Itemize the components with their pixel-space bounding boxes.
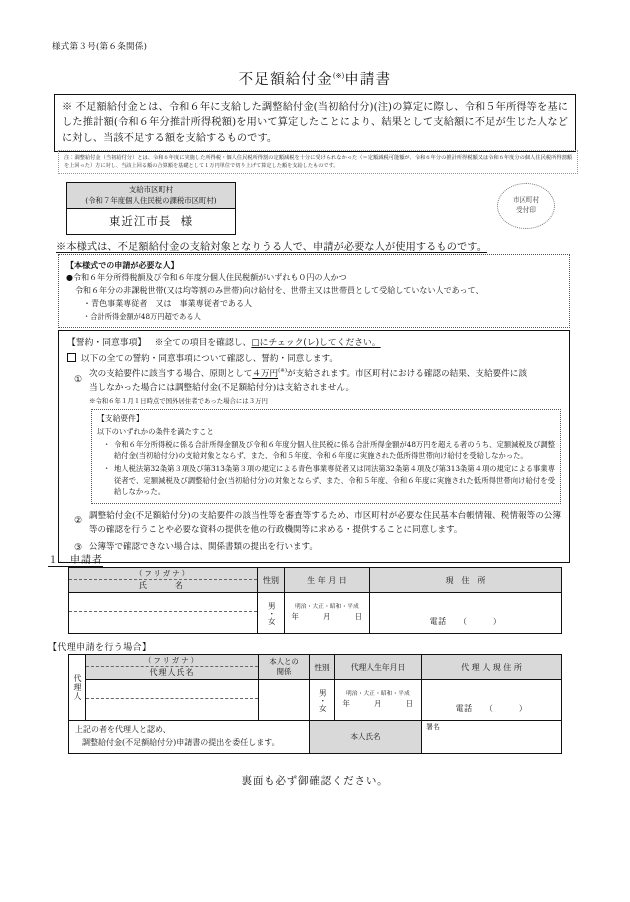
- eligibility-box: [58, 254, 570, 328]
- pledge-item-2: [67, 510, 561, 537]
- addressee-mayor-line: [67, 209, 235, 234]
- signature-cell[interactable]: [422, 721, 562, 754]
- requirements-box: [91, 409, 561, 504]
- applicant-tel-paren: （ ）: [458, 617, 502, 626]
- delegation-line2: 調整給付金(不足額給付分)申請書の提出を委任します。: [82, 737, 280, 747]
- applicant-ymd-labels: 年 月 日: [291, 611, 363, 621]
- proxy-birthdate-input[interactable]: [335, 680, 422, 721]
- requirements-heading: 【支給要件】: [97, 414, 144, 424]
- pledge-item-3-text: 公簿等で確認できない場合は、関係書類の提出を行います。: [89, 542, 318, 553]
- proxy-name-input-cell[interactable]: [86, 680, 259, 721]
- proxy-gender-input[interactable]: [310, 680, 335, 721]
- proxy-address-input[interactable]: [422, 680, 562, 721]
- pledge-item-1-lead-a: 次の支給要件に該当する場合、原則として: [89, 369, 253, 380]
- applicant-address-line[interactable]: [370, 599, 561, 616]
- addressee-header-line1: 支給市区町村: [128, 185, 174, 194]
- applicant-birthdate-header: 生 年 月 日: [285, 568, 370, 593]
- requirements-list: [97, 439, 555, 498]
- proxy-birthdate-header: 代理人生年月日: [335, 655, 422, 680]
- requirements-subheading: 以下のいずれかの条件を満たすこと: [97, 426, 214, 436]
- applicant-table: [68, 567, 562, 634]
- applicant-name-input-cell[interactable]: [69, 593, 258, 634]
- applicant-name-header-cell: [69, 568, 258, 593]
- pledge-consent-row[interactable]: [67, 353, 561, 367]
- pledge-item-1: [67, 367, 561, 505]
- applicant-tel-line[interactable]: [370, 616, 561, 627]
- eligibility-subline: 令和６年分の非課税世帯(又は均等割のみ世帯)向け給付を、世帯主又は世帯員として受給していない人であって、: [75, 285, 484, 295]
- seal-line1: 市区町村: [512, 196, 540, 205]
- addressee-mayor: 東近江市長: [108, 214, 172, 229]
- table-row: [69, 680, 562, 721]
- proxy-furigana-input[interactable]: [86, 681, 258, 699]
- proxy-table: [68, 654, 562, 754]
- pledge-heading-note: ※全ての項目を確認し、: [154, 338, 252, 348]
- notice-footnote: 注：調整給付金（当初給付分）とは、令和６年度に実施した所得税・個人住民税所得割の定額減税を十分に受けられなかった（＝定額減税可能額が、令和６年分の推計所得税額又は令和６年度分の個人住民税所得割額を上回った）方に対し、当該上回る額の合算額を基礎として１万円単位で切り上げて算定した額を支給したものです。: [58, 150, 578, 174]
- applicant-era-options: 明治・大正・昭和・平成: [295, 604, 359, 611]
- applicant-tel-label: 電話: [429, 617, 447, 626]
- pledge-amount-marker: (※): [278, 368, 287, 375]
- eligibility-item-2: ・合計所得金額が48万円超である人: [83, 311, 201, 321]
- proxy-ymd-labels: 年 月 日: [342, 698, 414, 708]
- applicant-address-input[interactable]: [370, 593, 562, 634]
- proxy-tel-line[interactable]: [422, 703, 561, 714]
- table-row: [69, 593, 562, 634]
- proxy-side-label-text: 代理人: [73, 674, 82, 701]
- seal-line2: 受付印: [516, 206, 536, 214]
- proxy-relation-header-l1: 本人との: [269, 657, 299, 667]
- proxy-relation-input[interactable]: [259, 680, 310, 721]
- proxy-name-label: 代理人氏名: [149, 668, 195, 677]
- form-number: 様式第３号(第６条関係): [52, 42, 148, 52]
- pledge-item-2-number: ②: [73, 515, 83, 526]
- consent-label: 以下の全ての誓約・同意事項について確認し、誓約・同意します。: [81, 354, 338, 365]
- proxy-address-line[interactable]: [422, 686, 561, 703]
- self-name-label: 本人氏名: [310, 721, 422, 754]
- proxy-gender-header: 性別: [310, 655, 335, 680]
- pledge-item-1-note: ※令和６年１月１日時点で国外居住者であった場合には３万円: [89, 396, 268, 405]
- table-row: [69, 655, 562, 680]
- consent-checkbox[interactable]: [67, 353, 76, 362]
- eligibility-bullet-main: ●令和６年分所得税額及び令和６年度分個人住民税額がいずれも０円の人かつ: [66, 272, 347, 282]
- pledge-item-2-text: 調整給付金(不足額給付分)の支給要件の該当性等を審査等するため、市区町村が必要な住民基本台帳情報、税情報等の公簿等の確認を行うことや必要な資料の提供を他の行政機関等に求める・提供することに同意します。: [89, 510, 561, 535]
- proxy-furigana-label: （フリガナ）: [86, 655, 258, 667]
- footer-note: 裏面も必ず御確認ください。: [241, 775, 389, 787]
- page-title-tail: 申請書: [344, 72, 392, 88]
- addressee-header-line2: (令和７年度個人住民税の課税市区町村): [85, 195, 217, 205]
- proxy-era-options: 明治・大正・昭和・平成: [346, 691, 410, 698]
- proxy-tel-paren: （ ）: [484, 704, 528, 713]
- page-title: [0, 68, 630, 89]
- reception-seal-circle: [497, 183, 555, 229]
- pledge-item-3: [67, 541, 561, 556]
- pledge-heading-text: 【誓約・同意事項】: [67, 338, 147, 348]
- proxy-name-input[interactable]: [86, 699, 258, 720]
- proxy-gender-options: 男・女: [318, 688, 328, 712]
- pledge-item-1-content: [89, 367, 561, 505]
- page-title-main: 不足額給付金: [238, 72, 333, 88]
- applicant-name-input[interactable]: [69, 612, 257, 633]
- applicant-gender-header: 性別: [258, 568, 285, 593]
- proxy-relation-header-l2: 関係: [276, 667, 292, 676]
- proxy-name-header-cell: [86, 655, 259, 680]
- addressee-header: [67, 183, 235, 209]
- applicant-section-title: １．申請者: [48, 555, 103, 566]
- pledge-amount: ４万円: [252, 369, 279, 380]
- proxy-section-title: 【代理申請を行う場合】: [48, 643, 152, 653]
- applicant-address-header: 現 住 所: [370, 568, 562, 593]
- delegation-statement: [69, 721, 310, 754]
- pledge-heading: [67, 336, 561, 350]
- pledge-box: [58, 330, 570, 563]
- proxy-tel-label: 電話: [455, 704, 473, 713]
- proxy-side-label: [69, 655, 86, 721]
- table-row: [69, 568, 562, 593]
- applicant-gender-input[interactable]: [258, 593, 285, 634]
- requirement-item: ・ 令和６年分所得税に係る合計所得金額及び令和６年度分個人住民税に係る合計所得金額が48万円を超える者のうち、定額減税及び調整給付金(当初給付分)の支給対象とならず、また、令和５年度、令和６年度に実施された低所得世帯向け給付を受給しなかった。: [108, 439, 555, 462]
- eligibility-item-1: ・青色事業専従者 又は 事業専従者である人: [83, 298, 253, 308]
- pledge-item-1-lead: [89, 367, 561, 382]
- applicant-gender-options: 男・女: [267, 601, 277, 625]
- pledge-item-1-number: ①: [73, 375, 83, 386]
- page-title-marker: (※): [332, 72, 345, 81]
- delegation-line1: 上記の者を代理人と認め、: [75, 725, 171, 734]
- pledge-item-3-number: ③: [73, 543, 83, 554]
- requirement-item: ・ 地人税法第32条第３項及び第313条第３項の規定による青色事業専従者又は同法第32条第４項及び第313条第４項の規定による事業専従者で、定額減税及び調整給付金(当初給付分)の対象とならず、また、令和５年度、令和６年度に実施された低所得世帯向け給付を受給しなかった。: [108, 463, 555, 498]
- lead-text: ※本様式は、不足額給付金の支給対象となりうる人で、申請が必要な人が使用するものです。: [56, 242, 488, 253]
- pledge-heading-note-underlined: □にチェック(レ)してください。: [251, 338, 381, 348]
- proxy-relation-header: [259, 655, 310, 680]
- applicant-furigana-label: （フリガナ）: [69, 568, 257, 580]
- pledge-item-1-cont: 当しなかった場合には調整給付金(不足額給付分)は支給されません。: [89, 382, 355, 393]
- notice-box: ※ 不足額給付金とは、令和６年に支給した調整給付金(当初給付分)(注)の算定に際し、令和５年所得等を基にした推計額(令和６年分推計所得税額)を用いて算定したことにより、結果として支給額に不足が生じた人などに対し、当該不足する額を支給するものです。: [54, 94, 576, 152]
- eligibility-heading: 【本様式での申請が必要な人】: [66, 260, 179, 270]
- applicant-name-label: 氏 名: [139, 581, 187, 590]
- pledge-item-1-lead-b: が支給されます。市区町村における確認の結果、支給要件に該: [287, 369, 527, 380]
- applicant-furigana-input[interactable]: [69, 594, 257, 612]
- addressee-box: [66, 182, 236, 235]
- table-row: [69, 721, 562, 754]
- applicant-birthdate-input[interactable]: [285, 593, 370, 634]
- addressee-honorific: 様: [180, 214, 194, 229]
- proxy-address-header: 代 理 人 現 住 所: [422, 655, 562, 680]
- signature-label: 署名: [426, 723, 440, 731]
